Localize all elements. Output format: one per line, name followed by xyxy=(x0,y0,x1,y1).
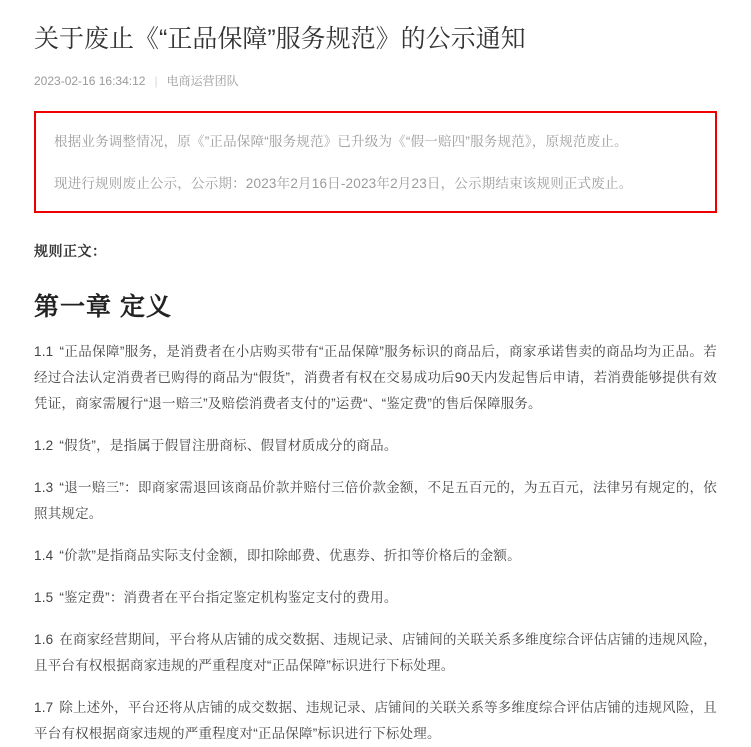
notice-callout xyxy=(34,111,717,213)
clause-text: “价款”是指商品实际支付金额，即扣除邮费、优惠券、折扣等价格后的金额。 xyxy=(59,548,521,563)
document-meta xyxy=(34,72,717,89)
clause-text: “假货”，是指属于假冒注册商标、假冒材质成分的商品。 xyxy=(59,438,398,453)
clause-item xyxy=(34,339,717,417)
clause-number: 1.2 xyxy=(34,438,54,453)
clause-number: 1.6 xyxy=(34,632,54,647)
clause-number: 1.1 xyxy=(34,344,54,359)
clause-number: 1.3 xyxy=(34,480,54,495)
page-title: 关于废止《“正品保障”服务规范》的公示通知 xyxy=(34,25,526,53)
clause-number: 1.4 xyxy=(34,548,54,563)
clause-item xyxy=(34,543,717,569)
clause-item xyxy=(34,695,717,747)
clause-text: “鉴定费”：消费者在平台指定鉴定机构鉴定支付的费用。 xyxy=(59,590,398,605)
clause-number: 1.7 xyxy=(34,700,54,715)
chapter-heading: 第一章 定义 xyxy=(34,293,172,321)
publish-timestamp: 2023-02-16 16:34:12 xyxy=(34,73,146,88)
notice-paragraph-1: 根据业务调整情况，原《”正品保障“服务规范》已升级为《“假一赔四”服务规范》，原规范废止。 xyxy=(54,134,628,149)
author-label: 电商运营团队 xyxy=(166,74,239,88)
clause-text: “正品保障”服务，是消费者在小店购买带有“正品保障”服务标识的商品后，商家承诺售卖的商品均为正品。若经过合法认定消费者已购得的商品为“假货”，消费者有权在交易成功后90天内发起售后申请，若消费能够提供有效凭证，商家需履行“退一赔三”及赔偿消费者支付的”运费“、“鉴定费”的售后保障服务。 xyxy=(34,344,717,411)
meta-separator: | xyxy=(154,73,158,88)
rule-body-label: 规则正文： xyxy=(34,243,107,259)
clause-item xyxy=(34,433,717,459)
clause-item xyxy=(34,627,717,679)
clause-number: 1.5 xyxy=(34,590,54,605)
clause-text: 在商家经营期间，平台将从店铺的成交数据、违规记录、店铺间的关联关系多维度综合评估店铺的违规风险，且平台有权根据商家违规的严重程度对“正品保障”标识进行下标处理。 xyxy=(34,632,717,673)
clause-text: “退一赔三”：即商家需退回该商品价款并赔付三倍价款金额，不足五百元的，为五百元，法律另有规定的，依照其规定。 xyxy=(34,480,717,521)
notice-paragraph-2: 现进行规则废止公示，公示期：2023年2月16日-2023年2月23日，公示期结束该规则正式废止。 xyxy=(54,176,633,191)
clause-item xyxy=(34,585,717,611)
clause-text: 除上述外，平台还将从店铺的成交数据、违规记录、店铺间的关联关系等多维度综合评估店铺的违规风险，且平台有权根据商家违规的严重程度对“正品保障”标识进行下标处理。 xyxy=(34,700,717,741)
clause-item xyxy=(34,475,717,527)
